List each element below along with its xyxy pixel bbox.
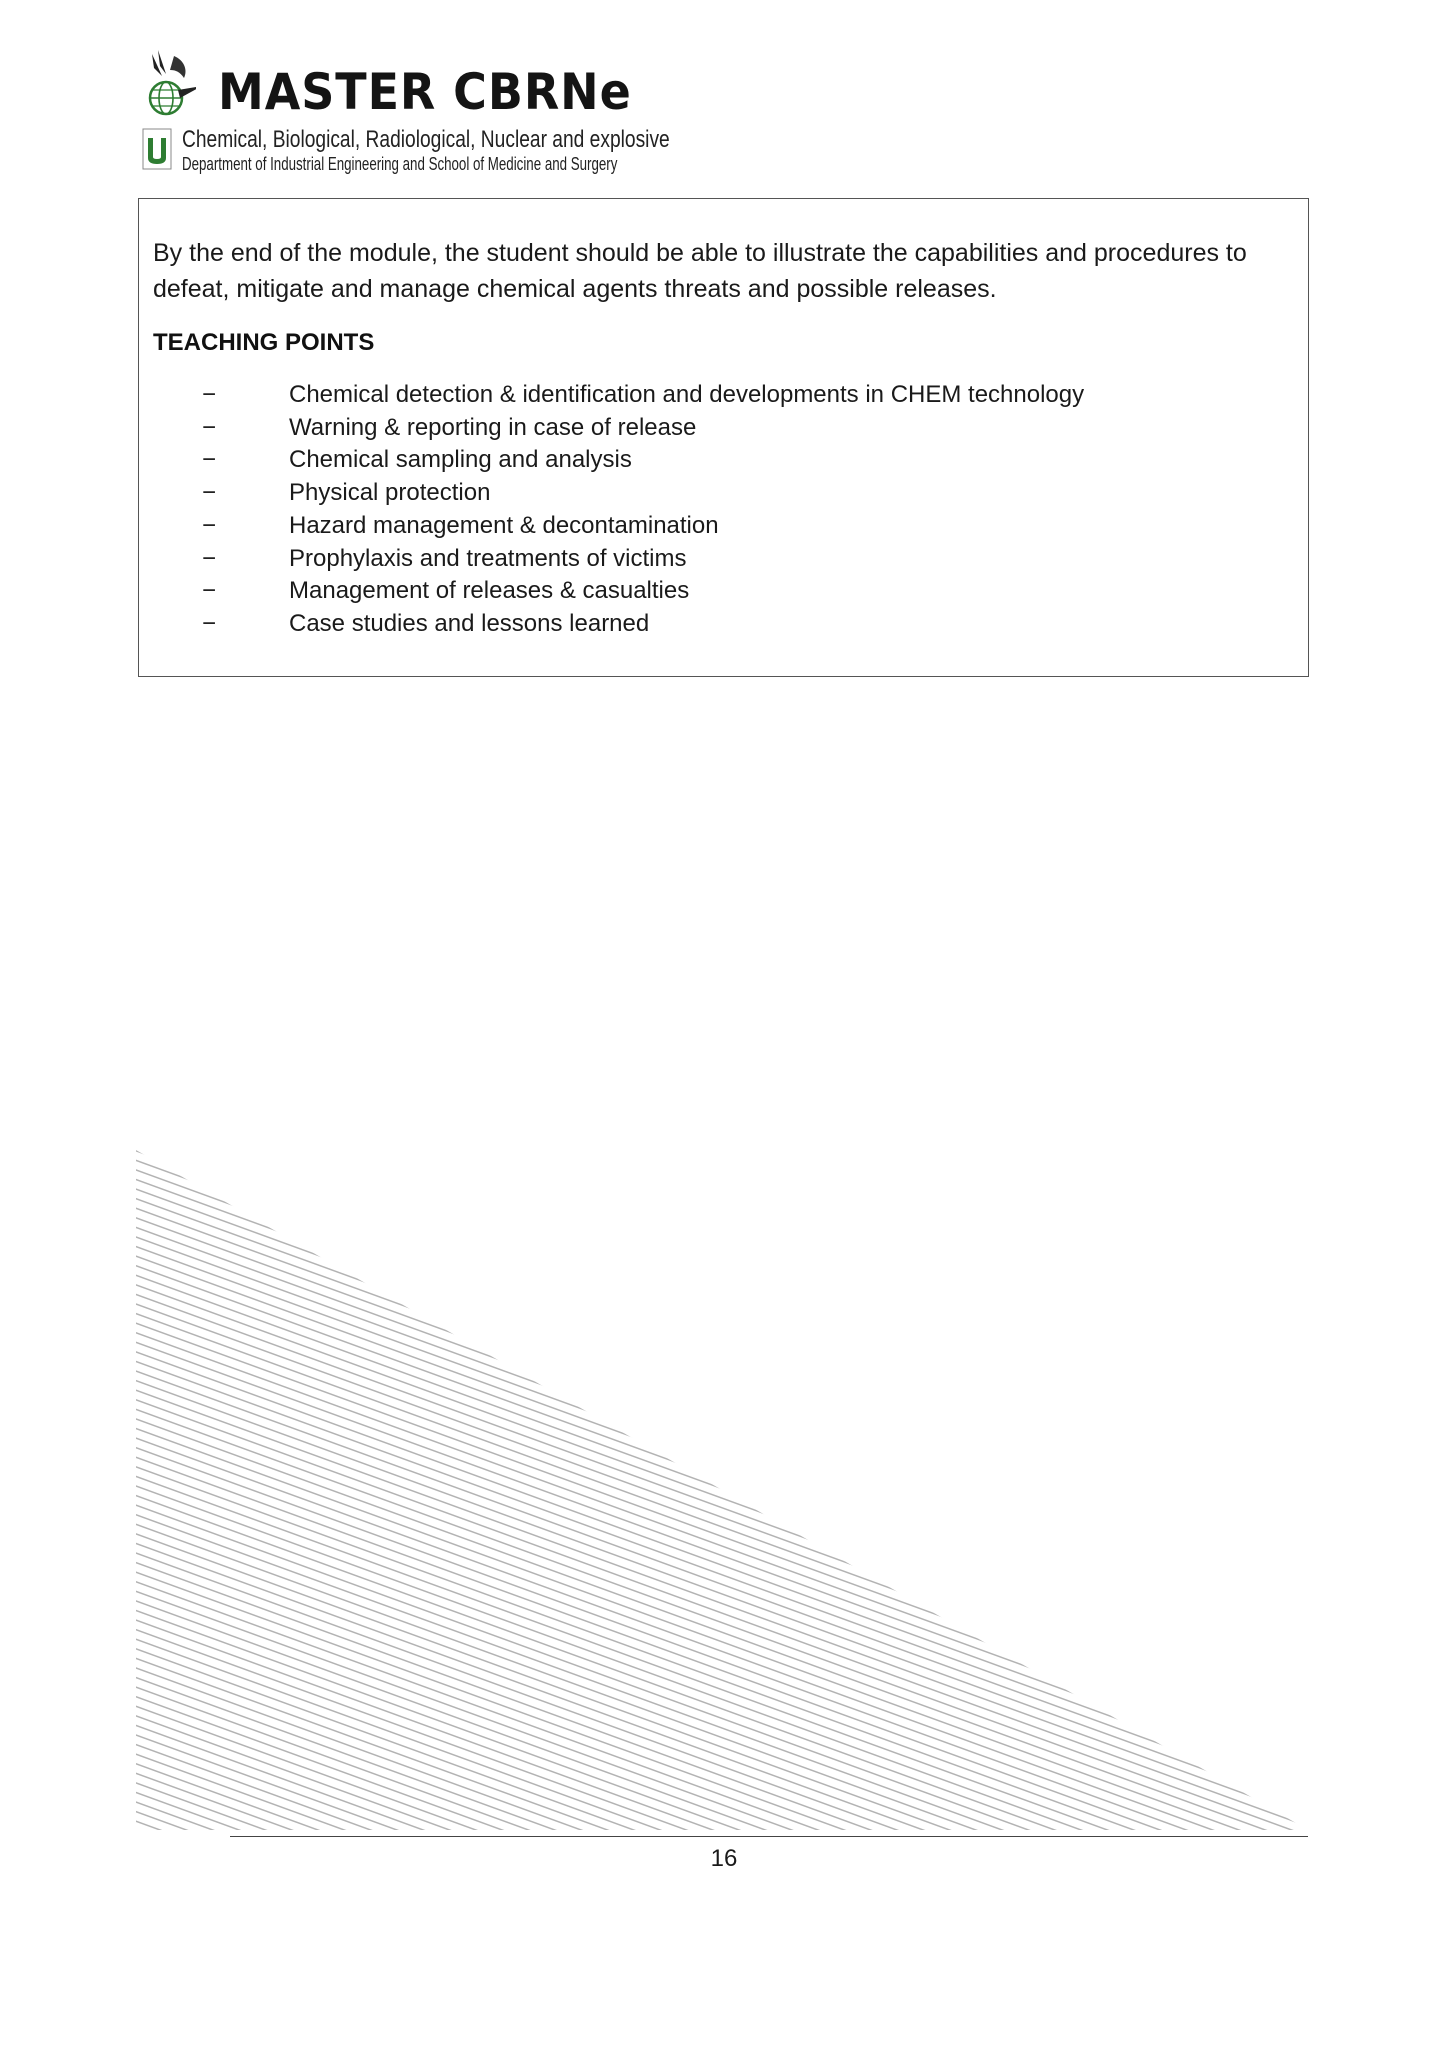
dash-bullet: − (201, 479, 216, 507)
list-item-text: Warning & reporting in case of release (289, 413, 697, 441)
teaching-points-heading: TEACHING POINTS (153, 329, 375, 356)
hatched-triangle-decoration (136, 1150, 1308, 1830)
teaching-points-list (199, 379, 1084, 641)
list-item (199, 510, 1084, 543)
footer-divider (230, 1836, 1308, 1837)
dash-bullet: − (201, 544, 216, 572)
logo-title: MASTER CBRNe (218, 63, 632, 121)
list-item-text: Chemical detection & identification and developments in CHEM technology (289, 381, 1085, 408)
list-item-text: Physical protection (289, 479, 491, 507)
list-item (199, 444, 1084, 477)
module-objective: By the end of the module, the student should be able to illustrate the capabilities and procedures to defeat, mitigate and manage chemical agents threats and possible releases. (153, 239, 1247, 303)
dash-bullet: − (201, 609, 216, 637)
dash-bullet: − (201, 446, 216, 474)
list-item-text: Case studies and lessons learned (289, 609, 650, 637)
page-number: 16 (710, 1845, 738, 1872)
university-mark-icon (142, 128, 172, 170)
list-item (199, 608, 1084, 641)
dash-bullet: − (201, 511, 216, 539)
list-item (199, 477, 1084, 510)
module-content-box (138, 198, 1309, 677)
list-item (199, 412, 1084, 445)
list-item (199, 543, 1084, 576)
dash-bullet: − (201, 381, 216, 408)
master-cbrne-logo (138, 40, 670, 175)
list-item (199, 379, 1084, 412)
dash-bullet: − (201, 577, 216, 605)
logo-subtitle: Chemical, Biological, Radiological, Nuclear and explosive (182, 126, 670, 153)
logo-department: Department of Industrial Engineering and School of Medicine and Surgery (182, 154, 618, 174)
dash-bullet: − (201, 413, 216, 441)
list-item-text: Hazard management & decontamination (289, 511, 719, 539)
list-item-text: Chemical sampling and analysis (289, 446, 632, 474)
list-item-text: Management of releases & casualties (289, 577, 690, 605)
list-item (199, 575, 1084, 608)
list-item-text: Prophylaxis and treatments of victims (289, 544, 687, 572)
owl-globe-emblem-icon (144, 46, 196, 126)
